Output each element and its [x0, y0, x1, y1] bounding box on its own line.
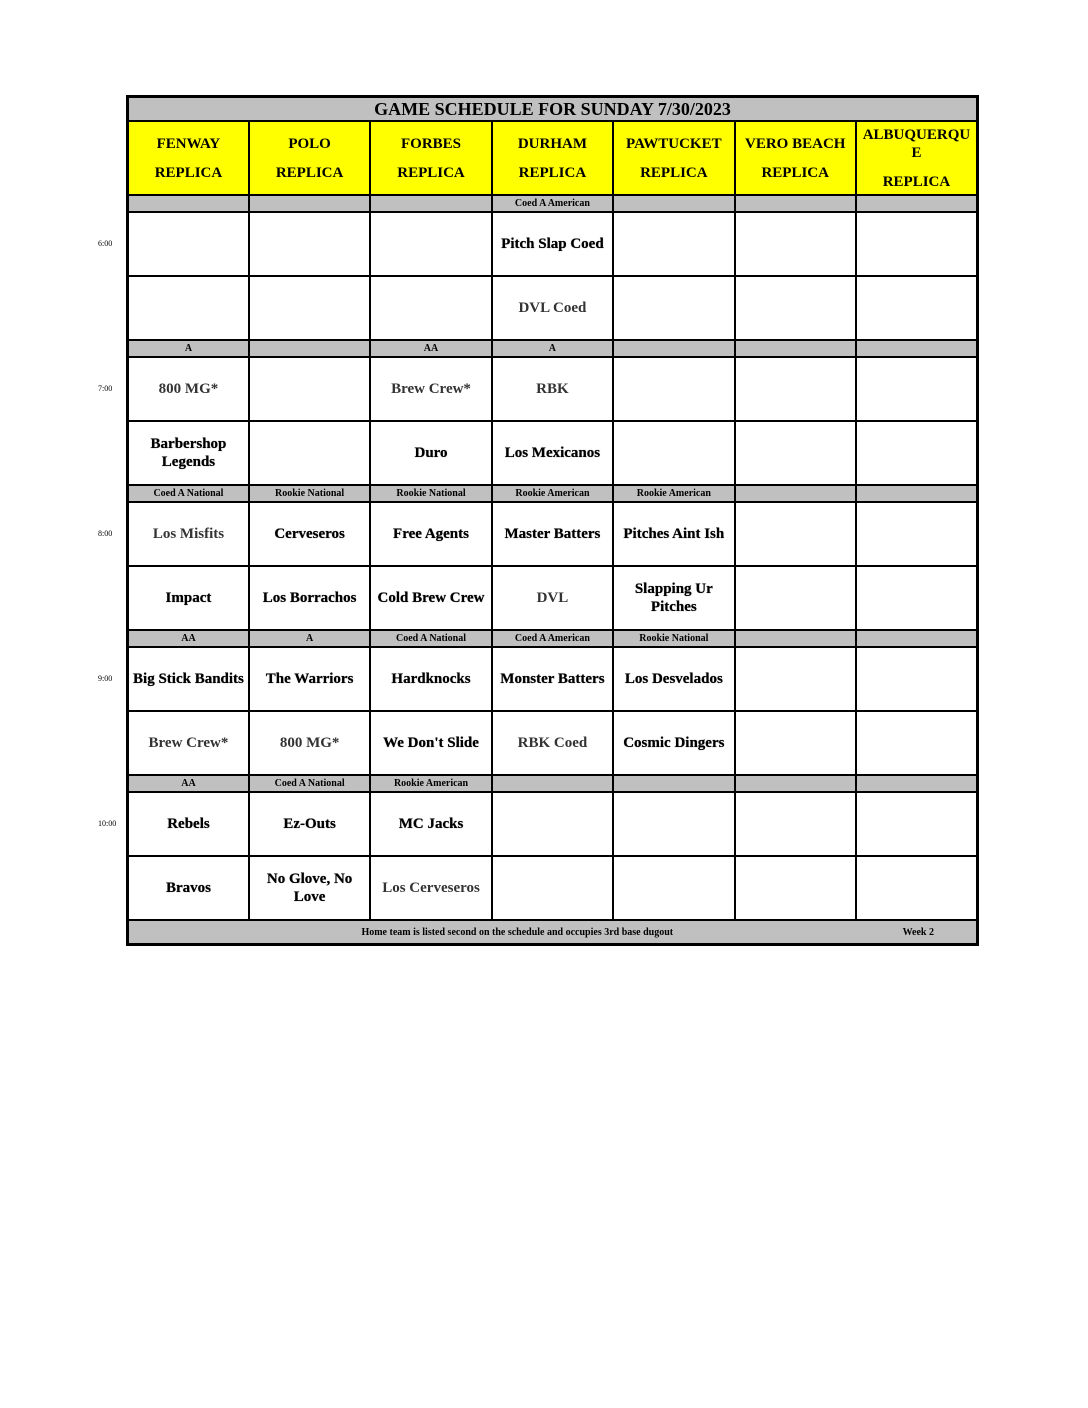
away-team-cell [249, 212, 370, 276]
away-team-cell [370, 792, 491, 856]
away-team-name: Brew Crew* [391, 381, 471, 397]
division-label [735, 195, 856, 212]
division-label: Coed A National [249, 775, 370, 792]
division-label: A [492, 340, 613, 357]
away-team-name: Rebels [167, 816, 210, 832]
division-row [128, 630, 978, 647]
division-label [613, 340, 734, 357]
division-label: Rookie American [492, 485, 613, 502]
field-header [370, 121, 491, 195]
home-team-name: RBK Coed [517, 735, 588, 751]
game-row-home [128, 421, 978, 485]
away-team-cell [128, 357, 249, 421]
away-team-cell [735, 357, 856, 421]
home-team-name: Los Cerveseros [382, 880, 480, 896]
away-team-cell [370, 647, 491, 711]
home-team-cell [370, 421, 491, 485]
away-team-cell [492, 212, 613, 276]
home-team-cell [249, 711, 370, 775]
division-row [128, 340, 978, 357]
division-label [370, 195, 491, 212]
division-label: Rookie American [370, 775, 491, 792]
field-name: POLO [288, 135, 331, 152]
field-header [128, 121, 249, 195]
away-team-cell [492, 502, 613, 566]
home-team-name: Duro [414, 445, 448, 461]
away-team-name: Free Agents [393, 526, 469, 542]
away-team-cell [128, 502, 249, 566]
home-team-cell [856, 276, 978, 340]
home-team-cell [370, 566, 491, 630]
division-label [735, 485, 856, 502]
away-team-name: Los Misfits [152, 526, 225, 542]
field-subtitle: REPLICA [640, 164, 708, 181]
game-row-away [128, 502, 978, 566]
division-label: Coed A National [370, 630, 491, 647]
division-label [613, 195, 734, 212]
home-team-cell [492, 566, 613, 630]
field-subtitle: REPLICA [761, 164, 829, 181]
away-team-cell [613, 357, 734, 421]
field-header [735, 121, 856, 195]
away-team-name: Los Desvelados [624, 671, 723, 687]
away-team-cell [613, 212, 734, 276]
time-label: 9:00 [98, 674, 113, 683]
field-name: FENWAY [156, 135, 221, 152]
footer-note: Home team is listed second on the schedule and occupies 3rd base dugout [361, 926, 674, 938]
division-label: AA [128, 630, 249, 647]
home-team-cell [856, 711, 978, 775]
away-team-cell [370, 357, 491, 421]
away-team-cell [492, 792, 613, 856]
away-team-cell [249, 357, 370, 421]
home-team-cell [370, 711, 491, 775]
home-team-name: We Don't Slide [383, 735, 479, 751]
away-team-name: Pitch Slap Coed [501, 236, 604, 252]
away-team-name: The Warriors [265, 671, 354, 687]
away-team-name: MC Jacks [398, 816, 464, 832]
time-label: 10:00 [98, 819, 117, 828]
division-label: Rookie American [613, 485, 734, 502]
time-label: 7:00 [98, 384, 113, 393]
home-team-cell [128, 711, 249, 775]
division-label [735, 775, 856, 792]
field-name: FORBES [401, 135, 462, 152]
time-label: 8:00 [98, 529, 113, 538]
away-team-name: Hardknocks [391, 671, 471, 687]
game-row-home [128, 566, 978, 630]
field-name: VERO BEACH [745, 135, 846, 152]
home-team-name: DVL [536, 590, 569, 606]
division-label: A [249, 630, 370, 647]
field-subtitle: REPLICA [154, 164, 223, 181]
home-team-name: Barbershop Legends [150, 436, 227, 470]
division-label [735, 630, 856, 647]
away-team-name: Ez-Outs [283, 816, 336, 832]
division-label: AA [128, 775, 249, 792]
home-team-name: Los Mexicanos [504, 445, 601, 461]
away-team-name: RBK [536, 381, 569, 397]
division-row [128, 195, 978, 212]
away-team-cell [735, 212, 856, 276]
division-label: AA [370, 340, 491, 357]
field-header [492, 121, 613, 195]
home-team-cell [249, 421, 370, 485]
away-team-name: Monster Batters [500, 671, 605, 687]
away-team-cell [492, 647, 613, 711]
footer-row [128, 920, 978, 945]
division-label [856, 630, 978, 647]
home-team-cell [735, 711, 856, 775]
away-team-cell [856, 792, 978, 856]
home-team-cell [856, 421, 978, 485]
division-label [128, 195, 249, 212]
home-team-cell [492, 276, 613, 340]
away-team-name: Master Batters [504, 526, 601, 542]
division-row [128, 485, 978, 502]
away-team-cell [128, 647, 249, 711]
away-team-cell [613, 647, 734, 711]
home-team-name: Slapping Ur Pitches [634, 581, 713, 615]
division-label: A [128, 340, 249, 357]
home-team-cell [735, 421, 856, 485]
field-header [613, 121, 734, 195]
home-team-cell [128, 421, 249, 485]
game-row-away [128, 647, 978, 711]
field-header [856, 121, 978, 195]
away-team-cell [249, 502, 370, 566]
game-row-away [128, 357, 978, 421]
game-row-away [128, 792, 978, 856]
away-team-cell [128, 792, 249, 856]
field-name: PAWTUCKET [626, 135, 722, 152]
away-team-name: Cerveseros [274, 526, 345, 542]
away-team-cell [128, 212, 249, 276]
home-team-cell [613, 711, 734, 775]
home-team-cell [370, 276, 491, 340]
week-label: Week 2 [902, 926, 934, 938]
home-team-cell [856, 566, 978, 630]
home-team-cell [128, 856, 249, 920]
home-team-name: 800 MG* [279, 735, 340, 751]
home-team-cell [492, 711, 613, 775]
away-team-cell [370, 502, 491, 566]
division-label [856, 195, 978, 212]
home-team-cell [613, 856, 734, 920]
home-team-cell [492, 421, 613, 485]
field-name: ALBUQUERQU E [862, 126, 971, 161]
away-team-cell [249, 647, 370, 711]
home-team-name: Bravos [165, 880, 211, 896]
field-subtitle: REPLICA [518, 164, 587, 181]
field-header [249, 121, 370, 195]
away-team-cell [735, 647, 856, 711]
home-team-cell [249, 276, 370, 340]
home-team-cell [492, 856, 613, 920]
division-label [249, 195, 370, 212]
home-team-cell [735, 856, 856, 920]
home-team-name: Cold Brew Crew [377, 590, 485, 606]
division-label: Rookie National [249, 485, 370, 502]
game-row-away [128, 212, 978, 276]
footer-cell [128, 920, 978, 945]
home-team-cell [370, 856, 491, 920]
division-label [856, 485, 978, 502]
home-team-cell [856, 856, 978, 920]
away-team-name: 800 MG* [158, 381, 219, 397]
field-subtitle: REPLICA [882, 173, 951, 190]
home-team-name: Cosmic Dingers [623, 735, 725, 751]
away-team-cell [370, 212, 491, 276]
field-subtitle: REPLICA [397, 164, 465, 181]
away-team-name: Pitches Aint Ish [623, 526, 725, 542]
home-team-cell [613, 276, 734, 340]
home-team-cell [735, 566, 856, 630]
home-team-cell [735, 276, 856, 340]
field-subtitle: REPLICA [275, 164, 344, 181]
away-team-cell [735, 792, 856, 856]
field-header-row [128, 121, 978, 195]
away-team-name: Big Stick Bandits [133, 671, 244, 687]
time-label: 6:00 [98, 239, 113, 248]
schedule-title: GAME SCHEDULE FOR SUNDAY 7/30/2023 [128, 97, 978, 122]
division-label [856, 340, 978, 357]
away-team-cell [856, 357, 978, 421]
division-label [613, 775, 734, 792]
division-label [856, 775, 978, 792]
division-label: Rookie National [370, 485, 491, 502]
division-label: Rookie National [613, 630, 734, 647]
division-label: Coed A American [492, 630, 613, 647]
division-label [735, 340, 856, 357]
schedule-table [126, 95, 979, 946]
field-name: DURHAM [517, 135, 587, 152]
division-row [128, 775, 978, 792]
home-team-cell [128, 566, 249, 630]
home-team-name: Brew Crew* [148, 735, 229, 751]
home-team-cell [613, 421, 734, 485]
home-team-name: No Glove, No Love [266, 871, 353, 905]
away-team-cell [249, 792, 370, 856]
division-label: Coed A National [128, 485, 249, 502]
game-row-home [128, 856, 978, 920]
home-team-cell [249, 856, 370, 920]
away-team-cell [856, 647, 978, 711]
home-team-cell [249, 566, 370, 630]
division-label [249, 340, 370, 357]
home-team-cell [613, 566, 734, 630]
game-row-home [128, 276, 978, 340]
game-row-home [128, 711, 978, 775]
away-team-cell [613, 502, 734, 566]
home-team-name: Los Borrachos [262, 590, 357, 606]
home-team-name: Impact [165, 590, 212, 606]
away-team-cell [492, 357, 613, 421]
home-team-cell [128, 276, 249, 340]
division-label [492, 775, 613, 792]
away-team-cell [856, 502, 978, 566]
away-team-cell [613, 792, 734, 856]
division-label: Coed A American [492, 195, 613, 212]
away-team-cell [735, 502, 856, 566]
away-team-cell [856, 212, 978, 276]
home-team-name: DVL Coed [518, 300, 587, 316]
